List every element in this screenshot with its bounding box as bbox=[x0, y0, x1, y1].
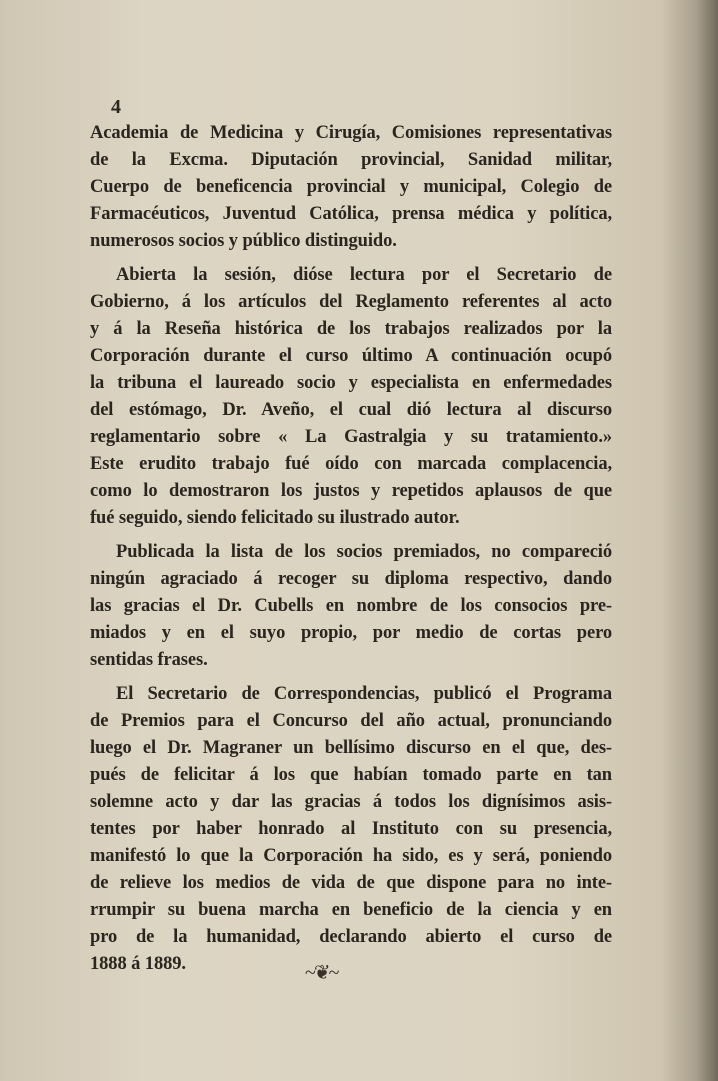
paragraph bbox=[90, 681, 612, 978]
text-line: de la Excma. Diputación provincial, Sanidad militar, bbox=[90, 150, 612, 170]
body-text bbox=[90, 120, 612, 985]
text-line: de Premios para el Concurso del año actual, pronunciando bbox=[90, 711, 612, 731]
ornament-flourish-icon: ~❦~ bbox=[305, 962, 338, 984]
text-line: manifestó lo que la Corporación ha sido, es y será, poniendo bbox=[90, 846, 612, 866]
text-line: Farmacéuticos, Juventud Católica, prensa médica y política, bbox=[90, 204, 612, 224]
text-line: las gracias el Dr. Cubells en nombre de los consocios pre- bbox=[90, 596, 612, 616]
text-line: Abierta la sesión, dióse lectura por el Secretario de bbox=[116, 265, 612, 285]
text-line: 1888 á 1889. bbox=[90, 954, 186, 974]
page-number: 4 bbox=[111, 96, 121, 118]
text-line: Corporación durante el curso último A continuación ocupó bbox=[90, 346, 612, 366]
text-line: pro de la humanidad, declarando abierto el curso de bbox=[90, 927, 612, 947]
text-line: fué seguido, siendo felicitado su ilustrado autor. bbox=[90, 508, 460, 528]
paragraph bbox=[90, 539, 612, 674]
text-line: de relieve los medios de vida de que dispone para no inte- bbox=[90, 873, 612, 893]
paragraph bbox=[90, 262, 612, 532]
text-line: rrumpir su buena marcha en beneficio de la ciencia y en bbox=[90, 900, 612, 920]
text-line: pués de felicitar á los que habían tomado parte en tan bbox=[90, 765, 612, 785]
text-line: Gobierno, á los artículos del Reglamento referentes al acto bbox=[90, 292, 612, 312]
text-line: El Secretario de Correspondencias, publicó el Programa bbox=[116, 684, 612, 704]
text-line: del estómago, Dr. Aveño, el cual dió lectura al discurso bbox=[90, 400, 612, 420]
text-line: numerosos socios y público distinguido. bbox=[90, 231, 397, 251]
text-line: y á la Reseña histórica de los trabajos realizados por la bbox=[90, 319, 612, 339]
paragraph bbox=[90, 120, 612, 255]
text-line: Este erudito trabajo fué oído con marcada complacencia, bbox=[90, 454, 612, 474]
text-line: reglamentario sobre « La Gastralgia y su tratamiento.» bbox=[90, 427, 612, 447]
text-line: solemne acto y dar las gracias á todos los dignísimos asis- bbox=[90, 792, 612, 812]
text-line: Cuerpo de beneficencia provincial y municipal, Colegio de bbox=[90, 177, 612, 197]
text-line: luego el Dr. Magraner un bellísimo discurso en el que, des- bbox=[90, 738, 612, 758]
text-line: tentes por haber honrado al Instituto con su presencia, bbox=[90, 819, 612, 839]
text-line: Publicada la lista de los socios premiados, no compareció bbox=[116, 542, 612, 562]
text-line: miados y en el suyo propio, por medio de cortas pero bbox=[90, 623, 612, 643]
text-line: Academia de Medicina y Cirugía, Comisiones representativas bbox=[90, 123, 612, 143]
text-line: la tribuna el laureado socio y especialista en enfermedades bbox=[90, 373, 612, 393]
text-line: sentidas frases. bbox=[90, 650, 208, 670]
text-line: ningún agraciado á recoger su diploma respectivo, dando bbox=[90, 569, 612, 589]
text-line: como lo demostraron los justos y repetidos aplausos de que bbox=[90, 481, 612, 501]
